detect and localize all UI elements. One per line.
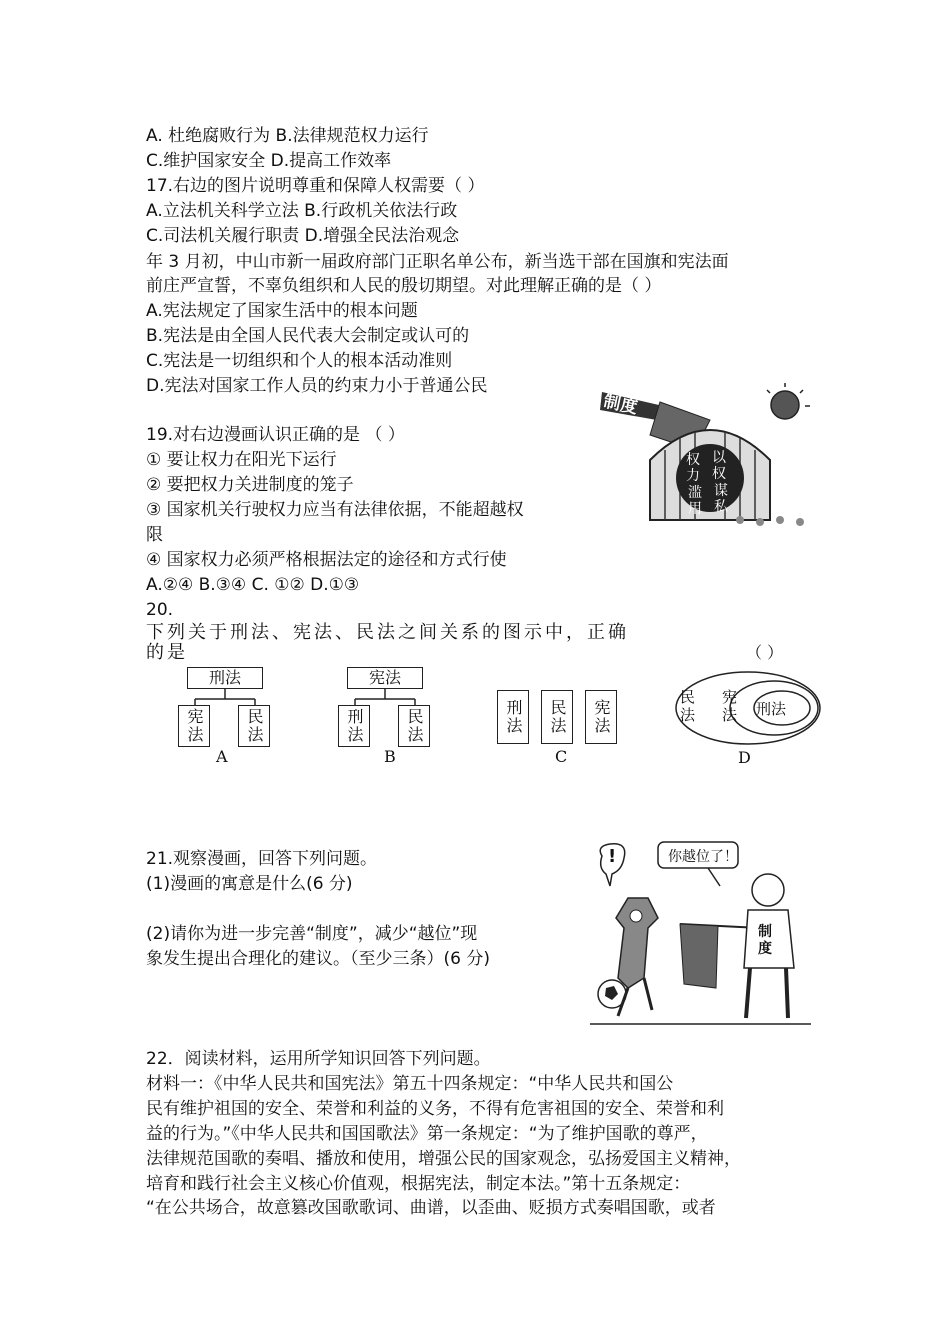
q22-material-line5: 培育和践行社会主义核心价值观，根据宪法，制定本法。”第十五条规定： bbox=[146, 1174, 691, 1194]
q20-answer-paren: （ ） bbox=[746, 643, 784, 662]
diagram-c-box-2: 民法 bbox=[541, 690, 573, 744]
cartoon-exclaim: ! bbox=[608, 846, 617, 867]
q18-stem-line1: 年 3 月初，中山市新一届政府部门正职名单公布，新当选干部在国旗和宪法面 bbox=[146, 252, 729, 272]
q18-stem-line2: 前庄严宣誓，不辜负组织和人民的殷切期望。对此理解正确的是（ ） bbox=[146, 276, 662, 296]
q20-number: 20. bbox=[146, 600, 174, 620]
diagram-b-top-box: 宪法 bbox=[347, 667, 423, 689]
q17-stem: 17.右边的图片说明尊重和保障人权需要（ ） bbox=[146, 176, 485, 196]
q19-statement-3a: ③ 国家机关行驶权力应当有法律依据，不能超越权 bbox=[146, 500, 524, 520]
cage-text-mousi: 谋私 bbox=[714, 483, 728, 515]
q19-stem: 19.对右边漫画认识正确的是 （ ） bbox=[146, 425, 405, 445]
diagram-a-right-box: 民法 bbox=[238, 705, 270, 747]
cartoon-shirt-text: 制度 bbox=[758, 924, 772, 957]
diagram-c-box-1: 刑法 bbox=[497, 690, 529, 744]
diagram-b-left-box: 刑法 bbox=[338, 705, 370, 747]
q19-options: A.②④ B.③④ C. ①② D.①③ bbox=[146, 575, 360, 595]
q19-statement-4: ④ 国家权力必须严格根据法定的途径和方式行使 bbox=[146, 550, 507, 570]
diagram-d-inner-label: 刑法 bbox=[756, 700, 787, 718]
q22-stem: 22．阅读材料，运用所学知识回答下列问题。 bbox=[146, 1049, 491, 1069]
q19-statement-3b: 限 bbox=[146, 525, 163, 545]
diagram-d-caption: D bbox=[738, 748, 751, 767]
q21-part1: (1)漫画的寓意是什么(6 分) bbox=[146, 874, 353, 894]
diagram-d-outer-label: 民法 bbox=[680, 688, 696, 724]
q16-options-line1: A. 杜绝腐败行为 B.法律规范权力运行 bbox=[146, 126, 429, 146]
q16-options-line2: C.维护国家安全 D.提高工作效率 bbox=[146, 151, 392, 171]
q21-part2-line1: (2)请你为进一步完善“制度”，减少“越位”现 bbox=[146, 924, 478, 944]
q17-options-line1: A.立法机关科学立法 B.行政机关依法行政 bbox=[146, 201, 458, 221]
cartoon-tag-zhidu: 制度 bbox=[601, 391, 640, 419]
q21-part2-line2: 象发生提出合理化的建议。（至少三条）(6 分) bbox=[146, 949, 490, 969]
q20-stem-line2: 的是 bbox=[146, 642, 188, 663]
q22-material-line2: 民有维护祖国的安全、荣誉和利益的义务，不得有危害祖国的安全、荣誉和利 bbox=[146, 1099, 724, 1119]
cage-text-power: 权力 bbox=[686, 452, 700, 484]
offside-cartoon bbox=[588, 838, 813, 1030]
diagram-a-caption: A bbox=[216, 747, 228, 766]
q22-material-line6: “在公共场合，故意篡改国歌歌词、曲谱，以歪曲、贬损方式奏唱国歌，或者 bbox=[146, 1198, 716, 1218]
q22-material-line4: 法律规范国歌的奏唱、播放和使用，增强公民的国家观念，弘扬爱国主义精神， bbox=[146, 1149, 741, 1169]
q18-option-c: C.宪法是一切组织和个人的根本活动准则 bbox=[146, 351, 453, 371]
q19-statement-1: ① 要让权力在阳光下运行 bbox=[146, 450, 337, 470]
diagram-c-caption: C bbox=[555, 747, 568, 766]
cage-text-yiquan: 以权 bbox=[712, 450, 726, 482]
diagram-b-caption: B bbox=[384, 747, 396, 766]
q18-option-d: D.宪法对国家工作人员的约束力小于普通公民 bbox=[146, 376, 488, 396]
diagram-b bbox=[330, 665, 440, 765]
diagram-a-left-box: 宪法 bbox=[178, 705, 210, 747]
diagram-a-top-box: 刑法 bbox=[187, 667, 263, 689]
diagram-b-right-box: 民法 bbox=[398, 705, 430, 747]
q18-option-a: A.宪法规定了国家生活中的根本问题 bbox=[146, 301, 418, 321]
q22-material-line1: 材料一：《中华人民共和国宪法》第五十四条规定：“中华人民共和国公 bbox=[146, 1074, 674, 1094]
diagram-c bbox=[495, 690, 630, 765]
diagram-a bbox=[170, 665, 280, 765]
power-cage-cartoon bbox=[600, 380, 815, 530]
q19-statement-2: ② 要把权力关进制度的笼子 bbox=[146, 475, 354, 495]
cage-text-abuse: 滥用 bbox=[688, 485, 702, 517]
q17-options-line2: C.司法机关履行职责 D.增强全民法治观念 bbox=[146, 226, 460, 246]
diagram-d-middle-label: 宪法 bbox=[722, 688, 738, 724]
cartoon-speech-bubble: 你越位了！ bbox=[668, 849, 738, 865]
q22-material-line3: 益的行为。”《中华人民共和国国歌法》第一条规定：“为了维护国歌的尊严， bbox=[146, 1124, 708, 1144]
q18-option-b: B.宪法是由全国人民代表大会制定或认可的 bbox=[146, 326, 470, 346]
diagram-d bbox=[670, 668, 845, 765]
diagram-c-box-3: 宪法 bbox=[585, 690, 617, 744]
q21-stem: 21.观察漫画，回答下列问题。 bbox=[146, 849, 378, 869]
q20-stem-line1: 下列关于刑法、宪法、民法之间关系的图示中，正确 bbox=[146, 622, 629, 643]
